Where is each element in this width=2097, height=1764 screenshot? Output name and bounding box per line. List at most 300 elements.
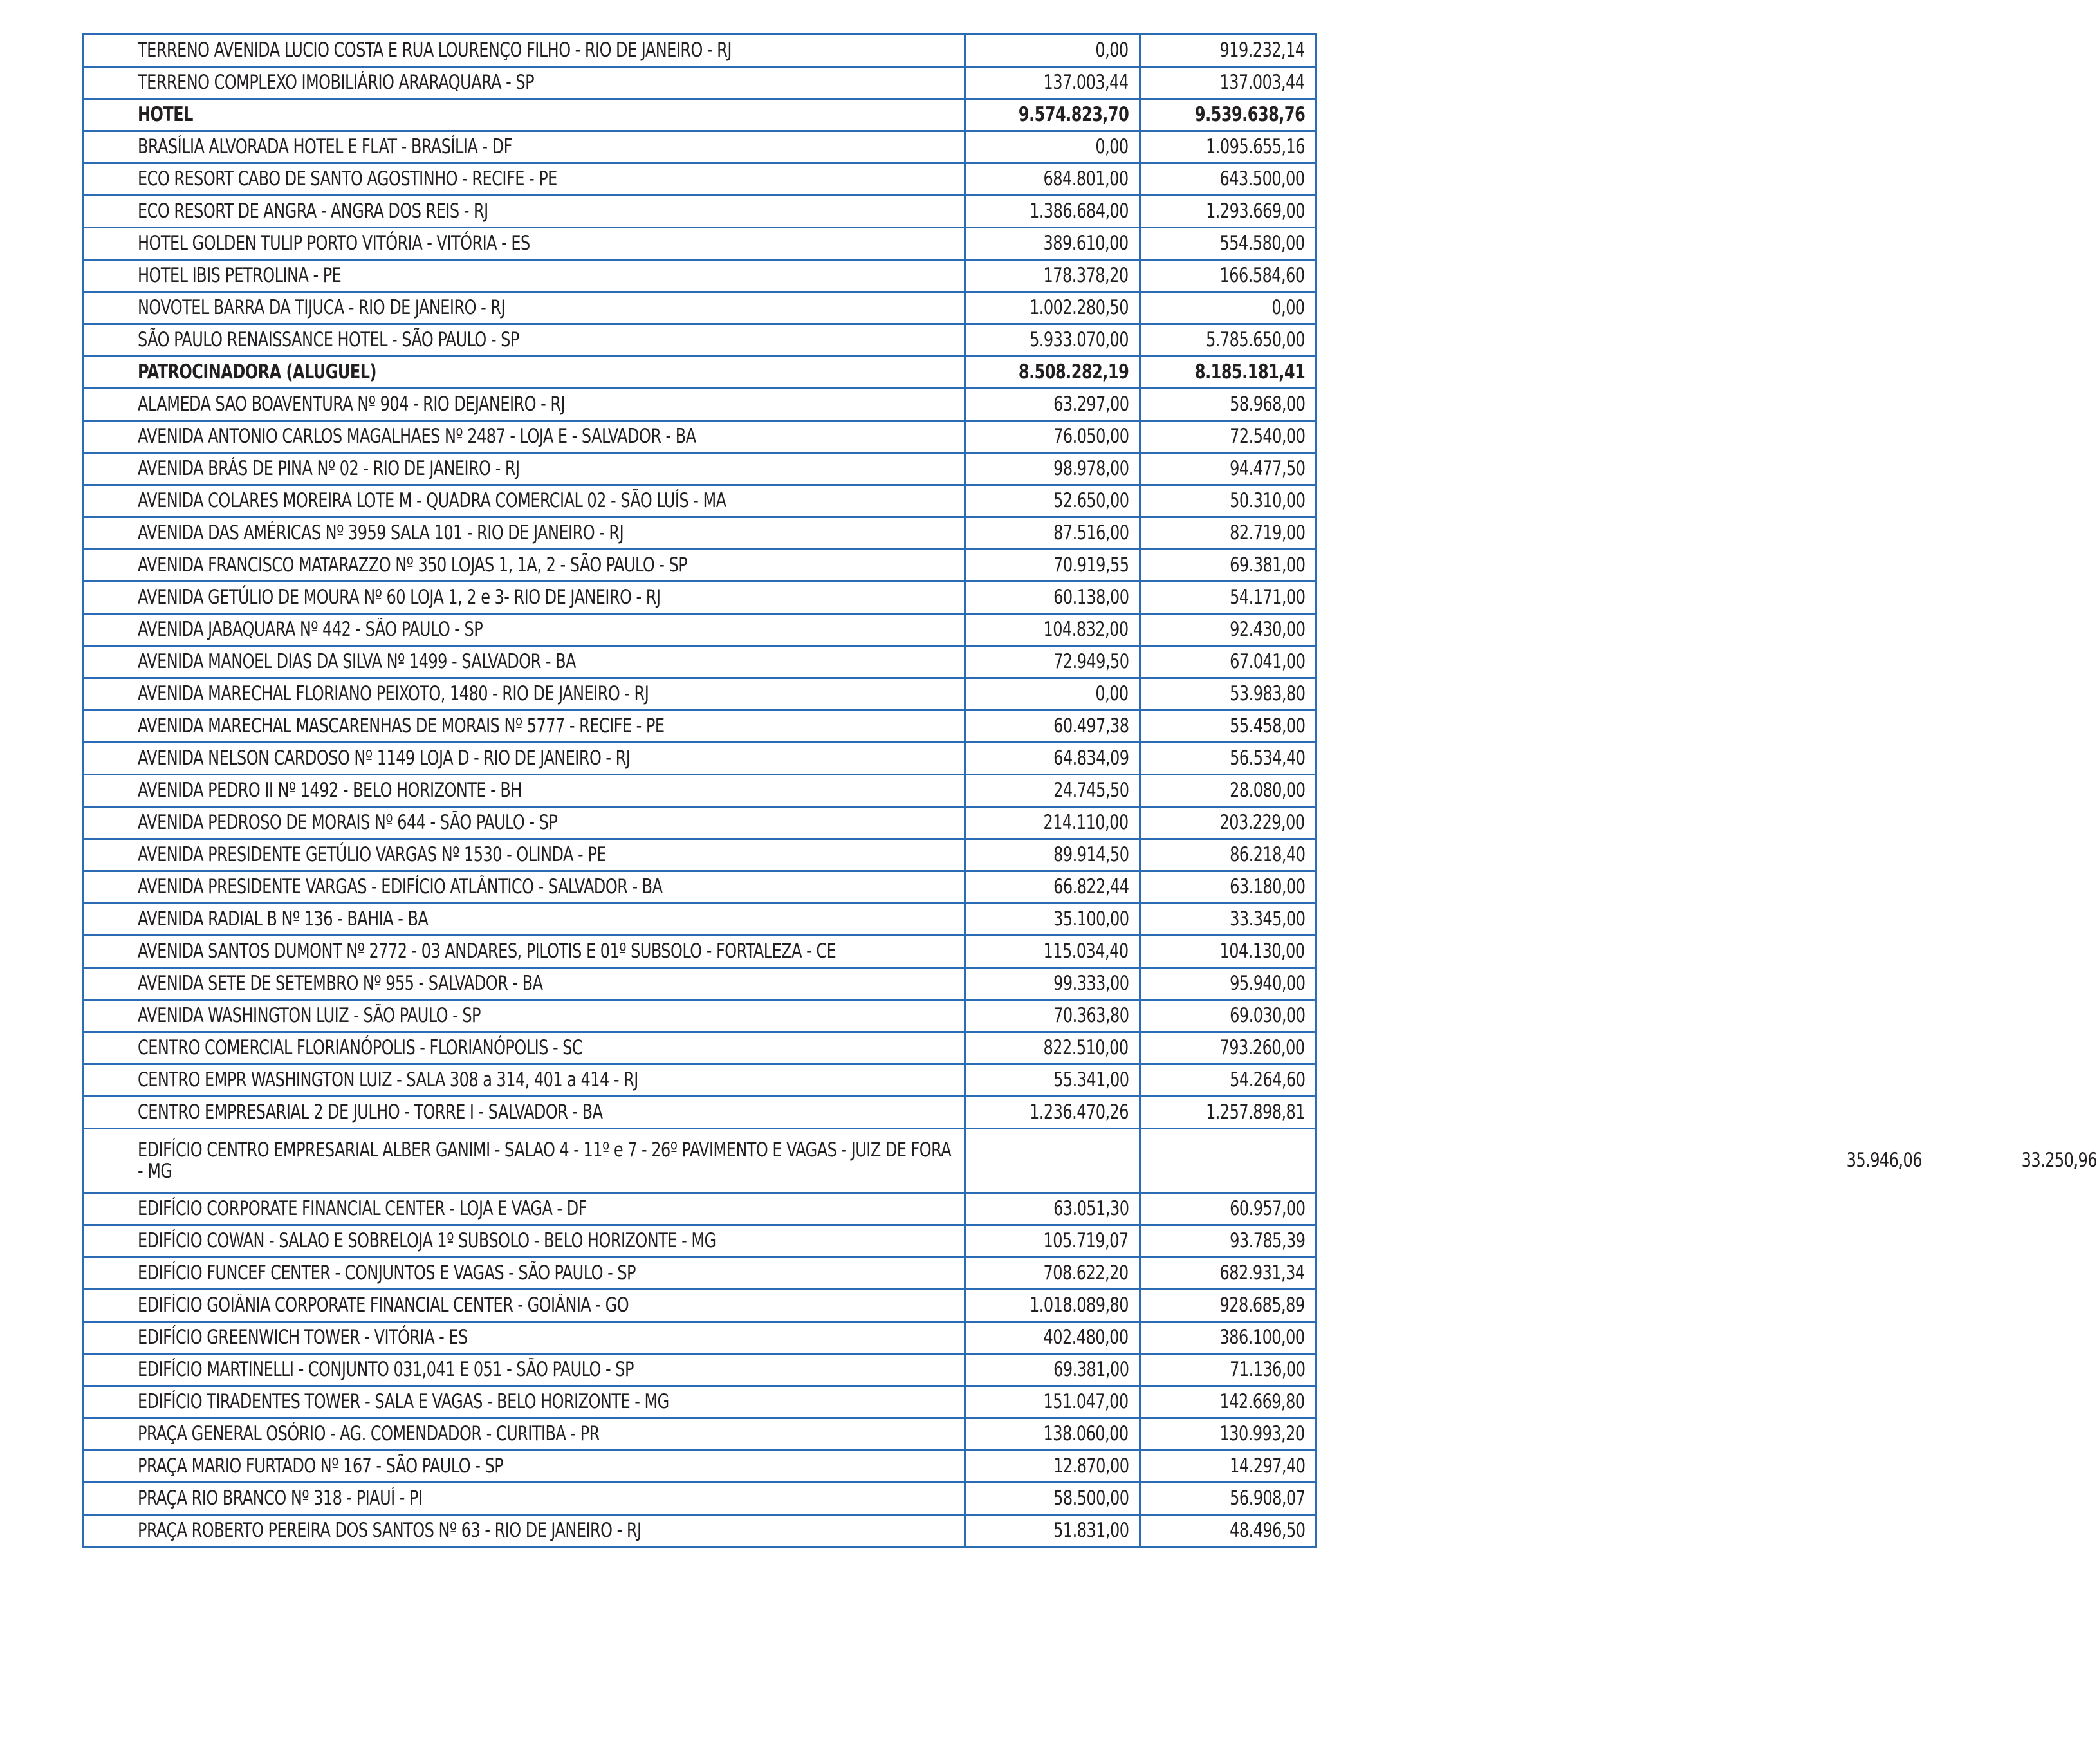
value-prior-year-cell bbox=[1140, 517, 1316, 550]
value-current-year-text: 98.978,00 bbox=[1053, 457, 1129, 480]
value-prior-year-text: 72.540,00 bbox=[1229, 425, 1305, 448]
value-prior-year-text: 137.003,44 bbox=[1219, 71, 1305, 94]
property-name-cell bbox=[83, 582, 965, 614]
value-prior-year-text: 33.345,00 bbox=[1229, 907, 1305, 931]
property-name-cell bbox=[83, 1354, 965, 1386]
value-current-year-text: 822.510,00 bbox=[1043, 1036, 1129, 1059]
investment-table-container bbox=[82, 33, 2097, 1548]
value-prior-year-cell bbox=[1140, 196, 1316, 228]
value-current-year-text: 0,00 bbox=[1095, 135, 1129, 158]
property-name-cell bbox=[83, 1129, 965, 1193]
value-current-year-cell bbox=[965, 1354, 1140, 1386]
value-prior-year-text: 95.940,00 bbox=[1229, 972, 1305, 995]
table-row bbox=[83, 550, 1316, 582]
value-prior-year-cell bbox=[1140, 485, 1316, 517]
table-row bbox=[83, 1032, 1316, 1064]
value-prior-year-cell bbox=[1140, 1225, 1316, 1258]
table-section-header-row bbox=[83, 357, 1316, 389]
value-current-year-cell bbox=[965, 292, 1140, 324]
property-name-cell bbox=[83, 646, 965, 678]
value-prior-year-text: 82.719,00 bbox=[1229, 521, 1305, 544]
value-prior-year-cell bbox=[1140, 292, 1316, 324]
property-name-cell bbox=[83, 678, 965, 710]
value-current-year-text: 5.933.070,00 bbox=[1030, 328, 1129, 351]
property-name-cell bbox=[83, 453, 965, 485]
value-current-year-text: 55.341,00 bbox=[1053, 1068, 1129, 1091]
value-prior-year-cell bbox=[1140, 357, 1316, 389]
value-prior-year-text: 130.993,20 bbox=[1219, 1422, 1305, 1445]
table-row bbox=[83, 1322, 1316, 1354]
value-prior-year-text: 142.669,80 bbox=[1219, 1390, 1305, 1413]
value-prior-year-cell bbox=[1140, 1451, 1316, 1483]
property-name-cell bbox=[83, 421, 965, 453]
value-prior-year-text: 56.908,07 bbox=[1229, 1487, 1305, 1510]
table-row bbox=[83, 646, 1316, 678]
value-current-year-text: 70.919,55 bbox=[1053, 553, 1129, 577]
table-row bbox=[83, 196, 1316, 228]
value-current-year-cell bbox=[965, 131, 1140, 163]
property-name-text: AVENIDA COLARES MOREIRA LOTE M - QUADRA COMERCIAL 02 - SÃO LUÍS - MA bbox=[138, 489, 726, 512]
value-prior-year-cell bbox=[1140, 35, 1316, 67]
value-prior-year-cell bbox=[1140, 1418, 1316, 1451]
value-prior-year-text: 793.260,00 bbox=[1219, 1036, 1305, 1059]
value-current-year-text: 63.297,00 bbox=[1053, 393, 1129, 416]
value-current-year-text: 214.110,00 bbox=[1043, 811, 1129, 834]
value-prior-year-text: 682.931,34 bbox=[1219, 1261, 1305, 1285]
property-name-cell bbox=[83, 1418, 965, 1451]
table-row bbox=[83, 131, 1316, 163]
value-prior-year-cell bbox=[1140, 1064, 1316, 1097]
value-current-year-cell bbox=[965, 517, 1140, 550]
property-name-text: EDIFÍCIO GREENWICH TOWER - VITÓRIA - ES bbox=[138, 1326, 468, 1349]
value-prior-year-cell bbox=[1140, 99, 1316, 131]
table-body bbox=[83, 35, 2097, 1547]
value-current-year-cell bbox=[965, 196, 1140, 228]
property-name-cell bbox=[83, 228, 965, 260]
property-name-cell bbox=[83, 710, 965, 743]
table-row bbox=[83, 389, 1316, 421]
value-current-year-text: 1.002.280,50 bbox=[1030, 296, 1129, 319]
property-name-text: ECO RESORT DE ANGRA - ANGRA DOS REIS - RJ bbox=[138, 200, 488, 223]
value-current-year-text: 0,00 bbox=[1095, 682, 1129, 705]
value-prior-year-text: 86.218,40 bbox=[1229, 843, 1305, 866]
value-current-year-text: 389.610,00 bbox=[1043, 232, 1129, 255]
property-name-text: AVENIDA DAS AMÉRICAS Nº 3959 SALA 101 - RIO DE JANEIRO - RJ bbox=[138, 521, 624, 544]
property-name-text: AVENIDA WASHINGTON LUIZ - SÃO PAULO - SP bbox=[138, 1004, 481, 1027]
value-current-year-cell bbox=[965, 324, 1140, 357]
value-current-year-cell bbox=[965, 1193, 1140, 1225]
value-current-year-cell bbox=[965, 1258, 1140, 1290]
table-row bbox=[83, 485, 1316, 517]
property-name-cell bbox=[83, 292, 965, 324]
value-prior-year-text: 166.584,60 bbox=[1219, 264, 1305, 287]
value-current-year-cell bbox=[965, 1129, 1922, 1193]
value-prior-year-text: 63.180,00 bbox=[1229, 875, 1305, 898]
property-name-cell bbox=[83, 1032, 965, 1064]
value-current-year-cell bbox=[965, 936, 1140, 968]
value-current-year-text: 12.870,00 bbox=[1053, 1454, 1129, 1478]
table-row bbox=[83, 614, 1316, 646]
value-prior-year-cell bbox=[1140, 1193, 1316, 1225]
table-row bbox=[83, 1515, 1316, 1547]
value-prior-year-cell bbox=[1140, 1258, 1316, 1290]
value-prior-year-text: 386.100,00 bbox=[1219, 1326, 1305, 1349]
value-current-year-text: 69.381,00 bbox=[1053, 1358, 1129, 1381]
table-row bbox=[83, 35, 1316, 67]
property-name-cell bbox=[83, 99, 965, 131]
value-prior-year-text: 54.264,60 bbox=[1229, 1068, 1305, 1091]
value-prior-year-cell bbox=[1140, 389, 1316, 421]
value-prior-year-cell bbox=[1140, 614, 1316, 646]
property-name-text: EDIFÍCIO COWAN - SALAO E SOBRELOJA 1º SUBSOLO - BELO HORIZONTE - MG bbox=[138, 1229, 716, 1252]
property-name-cell bbox=[83, 968, 965, 1000]
value-current-year-text: 70.363,80 bbox=[1053, 1004, 1129, 1027]
table-row bbox=[83, 743, 1316, 775]
table-row bbox=[83, 1000, 1316, 1032]
table-row bbox=[83, 1097, 1316, 1129]
property-name-cell bbox=[83, 35, 965, 67]
value-prior-year-text: 48.496,50 bbox=[1229, 1519, 1305, 1542]
table-row bbox=[83, 517, 1316, 550]
value-prior-year-text: 50.310,00 bbox=[1229, 489, 1305, 512]
table-row bbox=[83, 228, 1316, 260]
value-current-year-cell bbox=[965, 1097, 1140, 1129]
value-current-year-cell bbox=[965, 1418, 1140, 1451]
value-prior-year-text: 56.534,40 bbox=[1229, 747, 1305, 770]
table-row bbox=[83, 1354, 1316, 1386]
value-current-year-cell bbox=[965, 710, 1140, 743]
property-name-text: CENTRO COMERCIAL FLORIANÓPOLIS - FLORIANÓPOLIS - SC bbox=[138, 1036, 583, 1059]
property-name-text: AVENIDA PRESIDENTE VARGAS - EDIFÍCIO ATLÂNTICO - SALVADOR - BA bbox=[138, 875, 663, 898]
value-current-year-text: 402.480,00 bbox=[1043, 1326, 1129, 1349]
property-name-text: PRAÇA RIO BRANCO Nº 318 - PIAUÍ - PI bbox=[138, 1487, 423, 1510]
property-name-text: EDIFÍCIO FUNCEF CENTER - CONJUNTOS E VAGAS - SÃO PAULO - SP bbox=[138, 1261, 636, 1285]
investment-table bbox=[82, 33, 2097, 1548]
value-current-year-cell bbox=[965, 99, 1140, 131]
value-current-year-cell bbox=[965, 550, 1140, 582]
property-name-cell bbox=[83, 196, 965, 228]
value-current-year-cell bbox=[965, 389, 1140, 421]
property-name-text: AVENIDA PEDROSO DE MORAIS Nº 644 - SÃO PAULO - SP bbox=[138, 811, 558, 834]
value-prior-year-text: 55.458,00 bbox=[1229, 714, 1305, 738]
property-name-cell bbox=[83, 1290, 965, 1322]
table-row bbox=[83, 1451, 1316, 1483]
property-name-cell bbox=[83, 1097, 965, 1129]
value-prior-year-text: 9.539.638,76 bbox=[1194, 103, 1305, 126]
value-prior-year-cell bbox=[1140, 1032, 1316, 1064]
property-name-cell bbox=[83, 485, 965, 517]
table-row bbox=[83, 1258, 1316, 1290]
value-current-year-text: 51.831,00 bbox=[1053, 1519, 1129, 1542]
property-name-cell bbox=[83, 839, 965, 871]
value-prior-year-text: 1.293.669,00 bbox=[1206, 200, 1305, 223]
property-name-text: AVENIDA BRÁS DE PINA Nº 02 - RIO DE JANEIRO - RJ bbox=[138, 457, 520, 480]
value-prior-year-cell bbox=[1140, 839, 1316, 871]
table-row bbox=[83, 1193, 1316, 1225]
property-name-cell bbox=[83, 743, 965, 775]
property-name-cell bbox=[83, 517, 965, 550]
value-current-year-cell bbox=[965, 807, 1140, 839]
value-current-year-text: 115.034,40 bbox=[1043, 940, 1129, 963]
value-current-year-text: 684.801,00 bbox=[1043, 167, 1129, 190]
property-name-text: PRAÇA MARIO FURTADO Nº 167 - SÃO PAULO - SP bbox=[138, 1454, 504, 1478]
property-name-text: AVENIDA MANOEL DIAS DA SILVA Nº 1499 - SALVADOR - BA bbox=[138, 650, 576, 673]
table-row bbox=[83, 807, 1316, 839]
property-name-text: CENTRO EMPRESARIAL 2 DE JULHO - TORRE I - SALVADOR - BA bbox=[138, 1100, 603, 1124]
table-row bbox=[83, 1290, 1316, 1322]
table-row bbox=[83, 968, 1316, 1000]
value-current-year-cell bbox=[965, 35, 1140, 67]
property-name-cell bbox=[83, 1000, 965, 1032]
value-current-year-cell bbox=[965, 260, 1140, 292]
value-prior-year-cell bbox=[1140, 131, 1316, 163]
value-current-year-text: 99.333,00 bbox=[1053, 972, 1129, 995]
value-current-year-text: 104.832,00 bbox=[1043, 618, 1129, 641]
value-prior-year-text: 69.030,00 bbox=[1229, 1004, 1305, 1027]
property-name-cell bbox=[83, 324, 965, 357]
value-current-year-cell bbox=[965, 582, 1140, 614]
value-prior-year-text: 93.785,39 bbox=[1229, 1229, 1305, 1252]
value-current-year-cell bbox=[965, 1386, 1140, 1418]
value-prior-year-cell bbox=[1140, 582, 1316, 614]
value-prior-year-text: 554.580,00 bbox=[1219, 232, 1305, 255]
value-prior-year-cell bbox=[1140, 260, 1316, 292]
value-current-year-text: 64.834,09 bbox=[1053, 747, 1129, 770]
table-row bbox=[83, 324, 1316, 357]
table-row bbox=[83, 163, 1316, 196]
value-prior-year-text: 643.500,00 bbox=[1219, 167, 1305, 190]
value-current-year-text: 1.018.089,80 bbox=[1030, 1294, 1129, 1317]
value-current-year-text: 138.060,00 bbox=[1043, 1422, 1129, 1445]
value-prior-year-cell bbox=[1140, 550, 1316, 582]
property-name-cell bbox=[83, 550, 965, 582]
property-name-text: TERRENO COMPLEXO IMOBILIÁRIO ARARAQUARA - SP bbox=[138, 71, 535, 94]
property-name-text: AVENIDA ANTONIO CARLOS MAGALHAES Nº 2487 - LOJA E - SALVADOR - BA bbox=[138, 425, 696, 448]
value-current-year-cell bbox=[965, 904, 1140, 936]
value-current-year-text: 58.500,00 bbox=[1053, 1487, 1129, 1510]
value-current-year-cell bbox=[965, 453, 1140, 485]
value-current-year-cell bbox=[965, 228, 1140, 260]
property-name-cell bbox=[83, 260, 965, 292]
value-prior-year-cell bbox=[1140, 1483, 1316, 1515]
value-prior-year-cell bbox=[1140, 1515, 1316, 1547]
property-name-text: HOTEL IBIS PETROLINA - PE bbox=[138, 264, 342, 287]
value-prior-year-cell bbox=[1140, 678, 1316, 710]
table-row bbox=[83, 1386, 1316, 1418]
value-prior-year-cell bbox=[1140, 67, 1316, 99]
value-current-year-cell bbox=[965, 163, 1140, 196]
table-row bbox=[83, 67, 1316, 99]
value-current-year-text: 708.622,20 bbox=[1043, 1261, 1129, 1285]
value-current-year-text: 63.051,30 bbox=[1053, 1197, 1129, 1220]
value-prior-year-cell bbox=[1140, 163, 1316, 196]
property-name-cell bbox=[83, 357, 965, 389]
property-name-cell bbox=[83, 389, 965, 421]
property-name-text: AVENIDA MARECHAL MASCARENHAS DE MORAIS Nº 5777 - RECIFE - PE bbox=[138, 714, 665, 738]
value-current-year-cell bbox=[965, 1515, 1140, 1547]
table-row bbox=[83, 710, 1316, 743]
property-name-cell bbox=[83, 807, 965, 839]
value-prior-year-text: 53.983,80 bbox=[1229, 682, 1305, 705]
value-prior-year-text: 1.095.655,16 bbox=[1206, 135, 1305, 158]
property-name-cell bbox=[83, 936, 965, 968]
value-current-year-cell bbox=[965, 1064, 1140, 1097]
value-prior-year-text: 203.229,00 bbox=[1219, 811, 1305, 834]
value-current-year-text: 24.745,50 bbox=[1053, 779, 1129, 802]
property-name-cell bbox=[83, 163, 965, 196]
value-prior-year-cell bbox=[1140, 807, 1316, 839]
table-row bbox=[83, 904, 1316, 936]
value-current-year-cell bbox=[965, 1451, 1140, 1483]
property-name-text: SÃO PAULO RENAISSANCE HOTEL - SÃO PAULO - SP bbox=[138, 328, 519, 351]
table-row bbox=[83, 871, 1316, 904]
value-current-year-cell bbox=[965, 614, 1140, 646]
property-name-text: AVENIDA SANTOS DUMONT Nº 2772 - 03 ANDARES, PILOTIS E 01º SUBSOLO - FORTALEZA - CE bbox=[138, 940, 836, 963]
value-current-year-cell bbox=[965, 968, 1140, 1000]
value-prior-year-text: 0,00 bbox=[1271, 296, 1305, 319]
table-row bbox=[83, 292, 1316, 324]
value-prior-year-cell bbox=[1140, 228, 1316, 260]
table-row bbox=[83, 260, 1316, 292]
value-current-year-cell bbox=[965, 1483, 1140, 1515]
value-prior-year-cell bbox=[1140, 743, 1316, 775]
property-name-text: PRAÇA ROBERTO PEREIRA DOS SANTOS Nº 63 - RIO DE JANEIRO - RJ bbox=[138, 1519, 642, 1542]
property-name-cell bbox=[83, 1483, 965, 1515]
value-current-year-text: 0,00 bbox=[1095, 39, 1129, 62]
value-prior-year-cell bbox=[1140, 775, 1316, 807]
value-current-year-text: 1.386.684,00 bbox=[1030, 200, 1129, 223]
property-name-text: ECO RESORT CABO DE SANTO AGOSTINHO - RECIFE - PE bbox=[138, 167, 557, 190]
value-prior-year-text: 33.250,96 bbox=[2021, 1149, 2097, 1172]
property-name-cell bbox=[83, 1064, 965, 1097]
value-prior-year-cell bbox=[1140, 1290, 1316, 1322]
property-name-text: HOTEL GOLDEN TULIP PORTO VITÓRIA - VITÓRIA - ES bbox=[138, 232, 530, 255]
value-prior-year-cell bbox=[1140, 453, 1316, 485]
property-name-cell bbox=[83, 871, 965, 904]
property-name-text: AVENIDA FRANCISCO MATARAZZO Nº 350 LOJAS 1, 1A, 2 - SÃO PAULO - SP bbox=[138, 553, 688, 577]
value-prior-year-cell bbox=[1140, 1354, 1316, 1386]
value-current-year-cell bbox=[965, 678, 1140, 710]
property-name-cell bbox=[83, 904, 965, 936]
table-row bbox=[83, 775, 1316, 807]
value-current-year-cell bbox=[965, 485, 1140, 517]
property-name-cell bbox=[83, 131, 965, 163]
value-prior-year-cell bbox=[1140, 1322, 1316, 1354]
value-current-year-text: 137.003,44 bbox=[1043, 71, 1129, 94]
value-current-year-cell bbox=[965, 1290, 1140, 1322]
value-current-year-cell bbox=[965, 743, 1140, 775]
value-current-year-text: 87.516,00 bbox=[1053, 521, 1129, 544]
property-name-cell bbox=[83, 1193, 965, 1225]
property-name-text: EDIFÍCIO TIRADENTES TOWER - SALA E VAGAS - BELO HORIZONTE - MG bbox=[138, 1390, 669, 1413]
property-name-text: AVENIDA NELSON CARDOSO Nº 1149 LOJA D - RIO DE JANEIRO - RJ bbox=[138, 747, 631, 770]
table-row bbox=[83, 421, 1316, 453]
value-prior-year-cell bbox=[1140, 646, 1316, 678]
value-prior-year-text: 919.232,14 bbox=[1219, 39, 1305, 62]
value-prior-year-text: 1.257.898,81 bbox=[1206, 1100, 1305, 1124]
property-name-text: AVENIDA JABAQUARA Nº 442 - SÃO PAULO - SP bbox=[138, 618, 483, 641]
property-name-text: HOTEL bbox=[138, 103, 193, 126]
value-prior-year-text: 5.785.650,00 bbox=[1206, 328, 1305, 351]
value-prior-year-text: 8.185.181,41 bbox=[1194, 360, 1305, 384]
value-prior-year-cell bbox=[1140, 1386, 1316, 1418]
property-name-text: EDIFÍCIO CENTRO EMPRESARIAL ALBER GANIMI - SALAO 4 - 11º e 7 - 26º PAVIMENTO E VAGAS - JUIZ DE FORA - MG bbox=[138, 1138, 952, 1183]
value-current-year-cell bbox=[965, 1000, 1140, 1032]
value-prior-year-cell bbox=[1140, 324, 1316, 357]
value-prior-year-cell bbox=[1140, 710, 1316, 743]
table-row bbox=[83, 678, 1316, 710]
value-prior-year-text: 94.477,50 bbox=[1229, 457, 1305, 480]
value-prior-year-text: 28.080,00 bbox=[1229, 779, 1305, 802]
property-name-text: PATROCINADORA (ALUGUEL) bbox=[138, 360, 376, 384]
value-current-year-cell bbox=[965, 357, 1140, 389]
table-row bbox=[83, 453, 1316, 485]
property-name-text: EDIFÍCIO MARTINELLI - CONJUNTO 031,041 E 051 - SÃO PAULO - SP bbox=[138, 1358, 634, 1381]
value-prior-year-text: 58.968,00 bbox=[1229, 393, 1305, 416]
property-name-cell bbox=[83, 1322, 965, 1354]
table-row bbox=[83, 936, 1316, 968]
property-name-text: AVENIDA PEDRO II Nº 1492 - BELO HORIZONTE - BH bbox=[138, 779, 522, 802]
value-prior-year-text: 14.297,40 bbox=[1229, 1454, 1305, 1478]
value-current-year-text: 35.100,00 bbox=[1053, 907, 1129, 931]
value-current-year-cell bbox=[965, 1322, 1140, 1354]
value-current-year-cell bbox=[965, 421, 1140, 453]
property-name-text: EDIFÍCIO GOIÂNIA CORPORATE FINANCIAL CENTER - GOIÂNIA - GO bbox=[138, 1294, 629, 1317]
value-current-year-text: 52.650,00 bbox=[1053, 489, 1129, 512]
property-name-cell bbox=[83, 1515, 965, 1547]
property-name-cell bbox=[83, 1451, 965, 1483]
property-name-text: EDIFÍCIO CORPORATE FINANCIAL CENTER - LOJA E VAGA - DF bbox=[138, 1197, 587, 1220]
value-current-year-text: 35.946,06 bbox=[1846, 1149, 1922, 1172]
value-current-year-cell bbox=[965, 1032, 1140, 1064]
value-current-year-cell bbox=[965, 1225, 1140, 1258]
value-current-year-cell bbox=[965, 67, 1140, 99]
value-current-year-text: 178.378,20 bbox=[1043, 264, 1129, 287]
value-prior-year-text: 928.685,89 bbox=[1219, 1294, 1305, 1317]
value-current-year-cell bbox=[965, 839, 1140, 871]
property-name-cell bbox=[83, 67, 965, 99]
table-row bbox=[83, 1129, 1316, 1193]
property-name-text: CENTRO EMPR WASHINGTON LUIZ - SALA 308 a 314, 401 a 414 - RJ bbox=[138, 1068, 638, 1091]
property-name-text: PRAÇA GENERAL OSÓRIO - AG. COMENDADOR - CURITIBA - PR bbox=[138, 1422, 600, 1445]
table-section-header-row bbox=[83, 99, 1316, 131]
table-row bbox=[83, 1225, 1316, 1258]
property-name-text: TERRENO AVENIDA LUCIO COSTA E RUA LOURENÇO FILHO - RIO DE JANEIRO - RJ bbox=[138, 39, 732, 62]
property-name-text: ALAMEDA SAO BOAVENTURA Nº 904 - RIO DEJANEIRO - RJ bbox=[138, 393, 566, 416]
value-prior-year-text: 104.130,00 bbox=[1219, 940, 1305, 963]
value-prior-year-text: 54.171,00 bbox=[1229, 586, 1305, 609]
value-current-year-text: 8.508.282,19 bbox=[1018, 360, 1129, 384]
property-name-cell bbox=[83, 614, 965, 646]
table-row bbox=[83, 582, 1316, 614]
value-current-year-text: 66.822,44 bbox=[1053, 875, 1129, 898]
value-current-year-cell bbox=[965, 871, 1140, 904]
table-row bbox=[83, 1418, 1316, 1451]
property-name-cell bbox=[83, 1258, 965, 1290]
property-name-text: AVENIDA MARECHAL FLORIANO PEIXOTO, 1480 - RIO DE JANEIRO - RJ bbox=[138, 682, 649, 705]
value-prior-year-cell bbox=[1140, 968, 1316, 1000]
property-name-text: AVENIDA PRESIDENTE GETÚLIO VARGAS Nº 1530 - OLINDA - PE bbox=[138, 843, 606, 866]
value-prior-year-cell bbox=[1140, 1097, 1316, 1129]
value-current-year-text: 76.050,00 bbox=[1053, 425, 1129, 448]
value-prior-year-cell bbox=[1140, 1000, 1316, 1032]
value-prior-year-text: 60.957,00 bbox=[1229, 1197, 1305, 1220]
value-current-year-cell bbox=[965, 646, 1140, 678]
value-current-year-text: 1.236.470,26 bbox=[1030, 1100, 1129, 1124]
value-prior-year-text: 71.136,00 bbox=[1229, 1358, 1305, 1381]
table-row bbox=[83, 1064, 1316, 1097]
value-current-year-text: 72.949,50 bbox=[1053, 650, 1129, 673]
